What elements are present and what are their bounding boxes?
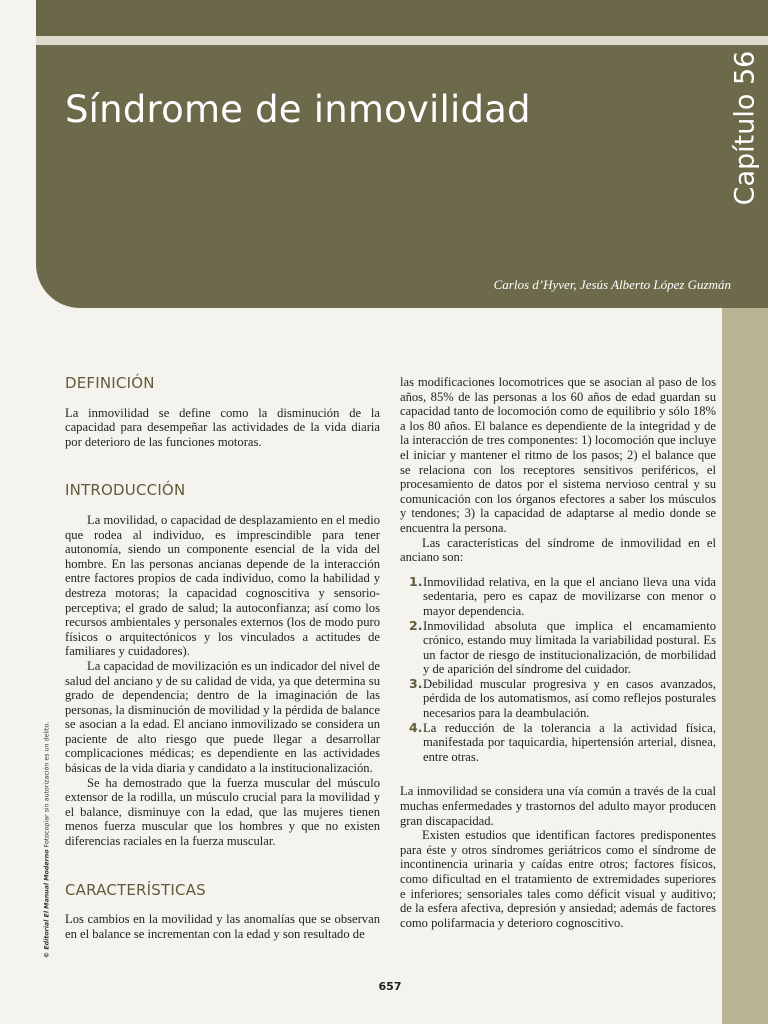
list-item-number: 3. (409, 675, 423, 691)
introduccion-paragraph-3: Se ha demostrado que la fuerza muscular del músculo extensor de la rodilla, un músculo crucial para la movilidad y el balance, disminuye con la edad, que las mujeres tienen menos fuerza muscular que los hombres y que no existen diferencias raciales en la fuerza muscular. (65, 775, 380, 849)
list-item (400, 721, 716, 765)
caracteristicas-paragraph-2: Las características del síndrome de inmovilidad en el anciano son: (400, 535, 716, 565)
publisher-name: © Editorial El Manual Moderno (43, 849, 51, 959)
list-item-number: 1. (409, 573, 423, 589)
left-column (65, 376, 380, 941)
side-color-bar (722, 308, 768, 1024)
list-item (400, 619, 716, 677)
chapter-authors: Carlos d’Hyver, Jesús Alberto López Guzmán (493, 277, 731, 292)
list-item-text: Debilidad muscular progresiva y en casos avanzados, pérdida de los automatismos, así como reflejos posturales necesarios para la deambulación. (423, 676, 716, 721)
chapter-header-band (36, 45, 768, 308)
list-item-text: Inmovilidad relativa, en la que el anciano lleva una vida sedentaria, pero es capaz de movilizarse con menor o mayor dependencia. (423, 574, 716, 618)
section-heading-introduccion: INTRODUCCIÓN (65, 481, 186, 500)
caracteristicas-paragraph-1-continued: las modificaciones locomotrices que se asocian al paso de los años, 85% de las personas a los 60 años de edad guardan su capacidad tanto de locomoción como de equilibrio y sólo 18% a los 80 años. El balance es dependiente de la integridad y de la interacción de tres componentes: 1) locomoción que incluye el iniciar y mantener el ritmo de los pasos; 2) el balance que se relaciona con los receptores sensitivos periféricos, el procesamiento de datos por el sistema nervioso central y su comunicación con los órganos efectores a saber los músculos y tendones; 3) la capacidad de adaptarse al medio donde se encuentra la persona. (400, 375, 716, 535)
caracteristicas-paragraph-3: La inmovilidad se considera una vía común a través de la cual muchas enfermedades y trastornos del adulto mayor producen gran discapacidad. (400, 784, 716, 828)
introduccion-paragraph-2: La capacidad de movilización es un indicador del nivel de salud del anciano y de su calidad de vida, ya que determina su grado de dependencia; dentro de la imaginación de las personas, la disminución de movilidad y la pérdida de balance se asocian a la edad. El anciano inmovilizado se considera un paciente de alto riesgo que puede llegar a desarrollar complicaciones médicas; es dependiente en las actividades básicas de la vida diaria y candidato a la institucionalización. (65, 658, 380, 776)
definicion-paragraph: La inmovilidad se define como la disminución de la capacidad para desempeñar las actividades de la vida diaria por deterioro de las funciones motoras. (65, 405, 380, 449)
list-item-number: 2. (409, 617, 423, 633)
top-divider (36, 36, 768, 45)
copyright-notice (44, 722, 51, 958)
list-item-text: La reducción de la tolerancia a la actividad física, manifestada por taquicardia, hipertensión arterial, disnea, entre otras. (423, 720, 716, 764)
top-strip (36, 0, 768, 40)
introduccion-paragraph-1: La movilidad, o capacidad de desplazamiento en el medio que rodea al individuo, es imprescindible para tener autonomía, siendo un componente esencial de la vida del hombre. En las personas ancianas depende de la interacción entre factores propios de cada individuo, como la habilidad y destreza motoras; la capacidad cognoscitiva y sensorio-perceptiva; el grado de salud; la autoconfianza; así como los recursos ambientales y personales externos (los de modo puro físicos o arquitectónicos y los vinculados a actitudes de familiares y cuidadores). (65, 512, 380, 659)
page-number: 657 (378, 980, 402, 993)
photocopy-notice: Fotocopiar sin autorización es un delito. (43, 721, 51, 848)
section-heading-caracteristicas: CARACTERÍSTICAS (65, 880, 206, 899)
right-column (400, 375, 716, 930)
caracteristicas-list (400, 575, 716, 765)
caracteristicas-paragraph-4: Existen estudios que identifican factores predisponentes para éste y otros síndromes geriátricos como el síndrome de incontinencia urinaria y caídas entre otros; factores físicos, como dificultad en el tratamiento de extremidades superiores e inferiores; sensoriales tales como déficit visual y auditivo; de la esfera afectiva, depresión y ansiedad; además de factores como polifarmacia y deterioro cognoscitivo. (400, 828, 716, 930)
chapter-title: Síndrome de inmovilidad (65, 88, 531, 131)
chapter-number: Capítulo 56 (729, 50, 761, 206)
list-item-text: Inmovilidad absoluta que implica el encamamiento crónico, estando muy limitada la variabilidad postural. Es un factor de riesgo de institucionalización, de morbilidad y de aparición del síndrome del cuidador. (423, 618, 716, 677)
list-item (400, 677, 716, 721)
list-item (400, 575, 716, 619)
section-heading-definicion: DEFINICIÓN (65, 374, 155, 392)
caracteristicas-paragraph-1: Los cambios en la movilidad y las anomalías que se observan en el balance se incrementan con la edad y son resultado de (65, 912, 380, 941)
list-item-number: 4. (409, 719, 423, 735)
